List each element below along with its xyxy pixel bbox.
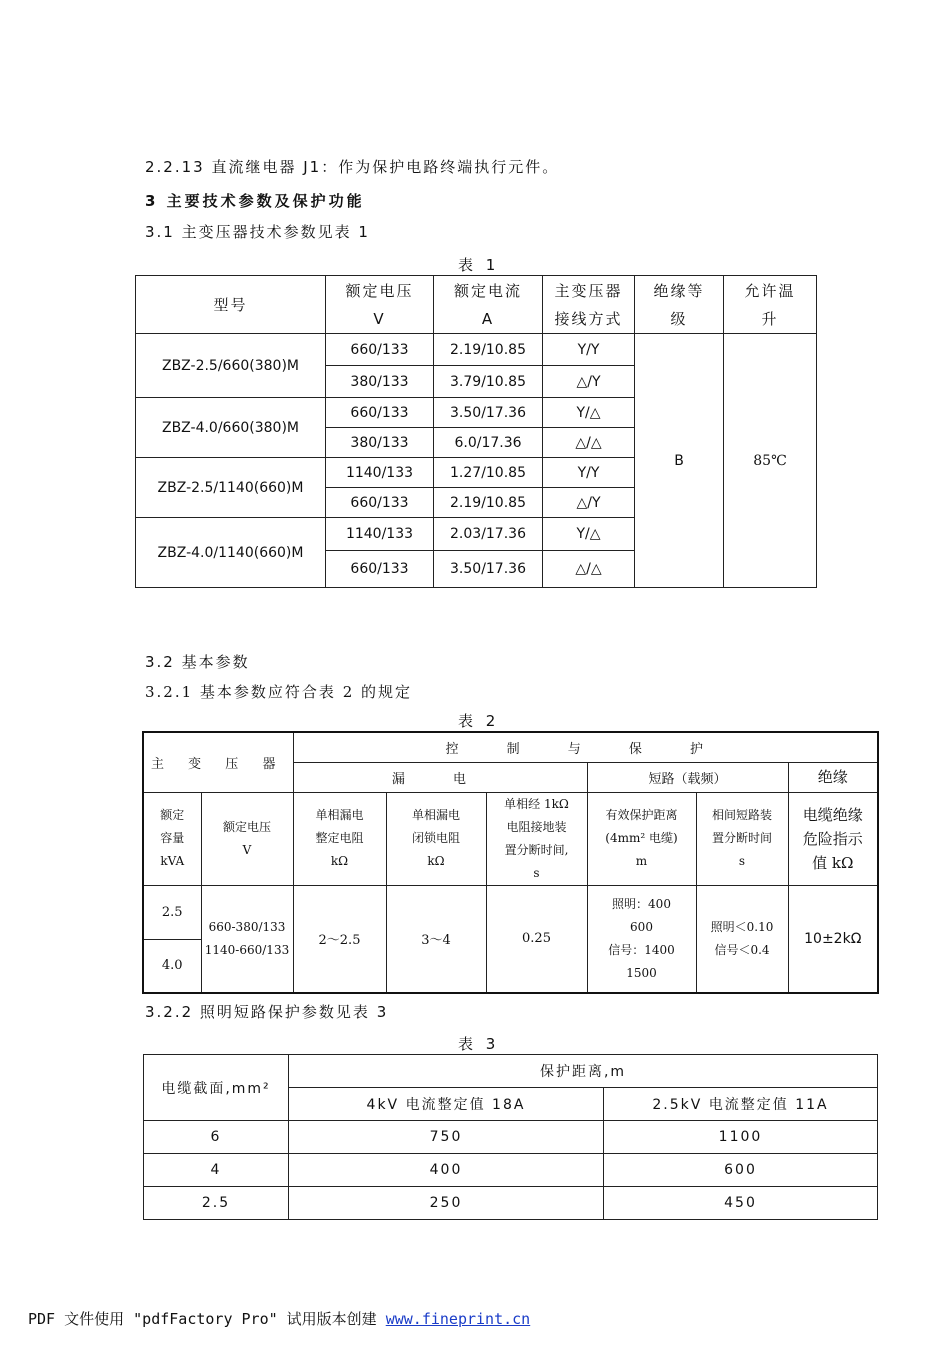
connection-cell: △/Y	[543, 488, 635, 518]
table1-caption: 表 1	[458, 256, 500, 274]
footer-text: PDF 文件使用 "pdfFactory Pro" 试用版本创建	[28, 1310, 386, 1328]
cable-section-cell: 2.5	[144, 1187, 289, 1220]
header-model: 型号	[136, 276, 326, 334]
short-circuit-header: 短路（载频）	[587, 762, 788, 792]
footer-link[interactable]: www.fineprint.cn	[385, 1310, 531, 1328]
heading-3-2: 3.2 基本参数	[145, 653, 250, 671]
paragraph-2-2-13: 2.2.13 直流继电器 J1：作为保护电路终端执行元件。	[145, 158, 560, 176]
leakage-setting-resistance-header: 单相漏电 整定电阻 kΩ	[293, 792, 386, 885]
table-row	[144, 1187, 878, 1220]
table2-header-row-1	[143, 732, 878, 762]
voltage-cell: 660/133	[326, 551, 434, 588]
current-cell: 3.50/17.36	[434, 551, 543, 588]
table3-caption: 表 3	[458, 1035, 500, 1053]
capacity-cell: 4.0	[143, 939, 201, 993]
voltage-cell: 380/133	[326, 428, 434, 458]
connection-cell: Y/Y	[543, 458, 635, 488]
model-cell: ZBZ-2.5/1140(660)M	[136, 458, 326, 518]
current-cell: 2.19/10.85	[434, 488, 543, 518]
insulation-class-cell: B	[635, 334, 724, 588]
capacity-cell: 2.5	[143, 885, 201, 939]
main-transformer-header: 主 变 压 器	[143, 732, 293, 792]
table2-caption: 表 2	[458, 712, 500, 730]
break-time-cell: 0.25	[486, 885, 587, 993]
voltage-cell: 660/133	[326, 398, 434, 428]
header-current: 额定电流 A	[434, 276, 543, 334]
rated-voltage-header: 额定电压 V	[201, 792, 293, 885]
table-1	[135, 275, 817, 588]
voltage-cell: 380/133	[326, 366, 434, 398]
current-cell: 2.19/10.85	[434, 334, 543, 366]
setting-2-5kv-header: 2.5kV 电流整定值 11A	[604, 1088, 878, 1121]
rated-voltage-cell: 660-380/133 1140-660/133	[201, 885, 293, 993]
control-protection-header: 控 制 与 保 护	[293, 732, 878, 762]
voltage-cell: 1140/133	[326, 518, 434, 551]
pdf-footer	[28, 1308, 530, 1329]
voltage-cell: 1140/133	[326, 458, 434, 488]
cable-section-cell: 6	[144, 1121, 289, 1154]
insulation-header: 绝缘	[788, 762, 878, 792]
connection-cell: △/△	[543, 428, 635, 458]
ground-break-time-header: 单相经 1kΩ 电阻接地装 置分断时间, s	[486, 792, 587, 885]
cable-section-header: 电缆截面,mm²	[144, 1055, 289, 1121]
protection-distance-header: 有效保护距离 (4mm² 电缆) m	[587, 792, 696, 885]
voltage-cell: 660/133	[326, 488, 434, 518]
capacity-header: 额定 容量 kVA	[143, 792, 201, 885]
table2-header-row-3	[143, 792, 878, 885]
table3-header-row-1	[144, 1055, 878, 1088]
current-cell: 3.50/17.36	[434, 398, 543, 428]
heading-3-2-1: 3.2.1 基本参数应符合表 2 的规定	[145, 683, 413, 701]
protection-distance-header: 保护距离,m	[289, 1055, 878, 1088]
table-row	[144, 1154, 878, 1187]
insulation-indicator-cell: 10±2kΩ	[788, 885, 878, 993]
heading-section-3: 3 主要技术参数及保护功能	[145, 192, 365, 210]
current-cell: 3.79/10.85	[434, 366, 543, 398]
header-insulation: 绝缘等 级	[635, 276, 724, 334]
current-cell: 2.03/17.36	[434, 518, 543, 551]
current-cell: 1.27/10.85	[434, 458, 543, 488]
connection-cell: Y/△	[543, 518, 635, 551]
distance-4kv-cell: 400	[289, 1154, 604, 1187]
lock-resistance-cell: 3～4	[386, 885, 486, 993]
leakage-lock-resistance-header: 单相漏电 闭锁电阻 kΩ	[386, 792, 486, 885]
table-3	[143, 1054, 878, 1220]
current-cell: 6.0/17.36	[434, 428, 543, 458]
table-row	[144, 1121, 878, 1154]
table-row	[143, 885, 878, 939]
distance-2-5kv-cell: 450	[604, 1187, 878, 1220]
table-2	[142, 731, 879, 994]
temperature-rise-cell: 85℃	[724, 334, 817, 588]
heading-3-1: 3.1 主变压器技术参数见表 1	[145, 223, 370, 241]
connection-cell: △/△	[543, 551, 635, 588]
cable-section-cell: 4	[144, 1154, 289, 1187]
distance-4kv-cell: 250	[289, 1187, 604, 1220]
header-connection: 主变压器 接线方式	[543, 276, 635, 334]
model-cell: ZBZ-2.5/660(380)M	[136, 334, 326, 398]
table1-header-row	[136, 276, 817, 334]
setting-4kv-header: 4kV 电流整定值 18A	[289, 1088, 604, 1121]
distance-2-5kv-cell: 600	[604, 1154, 878, 1187]
table-row	[136, 334, 817, 366]
setting-resistance-cell: 2～2.5	[293, 885, 386, 993]
connection-cell: Y/Y	[543, 334, 635, 366]
model-cell: ZBZ-4.0/1140(660)M	[136, 518, 326, 588]
voltage-cell: 660/133	[326, 334, 434, 366]
distance-4kv-cell: 750	[289, 1121, 604, 1154]
connection-cell: △/Y	[543, 366, 635, 398]
header-voltage: 额定电压 V	[326, 276, 434, 334]
distance-2-5kv-cell: 1100	[604, 1121, 878, 1154]
protection-distance-cell: 照明：400 600 信号：1400 1500	[587, 885, 696, 993]
model-cell: ZBZ-4.0/660(380)M	[136, 398, 326, 458]
connection-cell: Y/△	[543, 398, 635, 428]
header-temperature: 允许温 升	[724, 276, 817, 334]
leakage-header: 漏 电	[293, 762, 587, 792]
phase-break-time-cell: 照明＜0.10 信号＜0.4	[696, 885, 788, 993]
heading-3-2-2: 3.2.2 照明短路保护参数见表 3	[145, 1003, 389, 1021]
insulation-indicator-header: 电缆绝缘 危险指示 值 kΩ	[788, 792, 878, 885]
phase-break-time-header: 相间短路装 置分断时间 s	[696, 792, 788, 885]
